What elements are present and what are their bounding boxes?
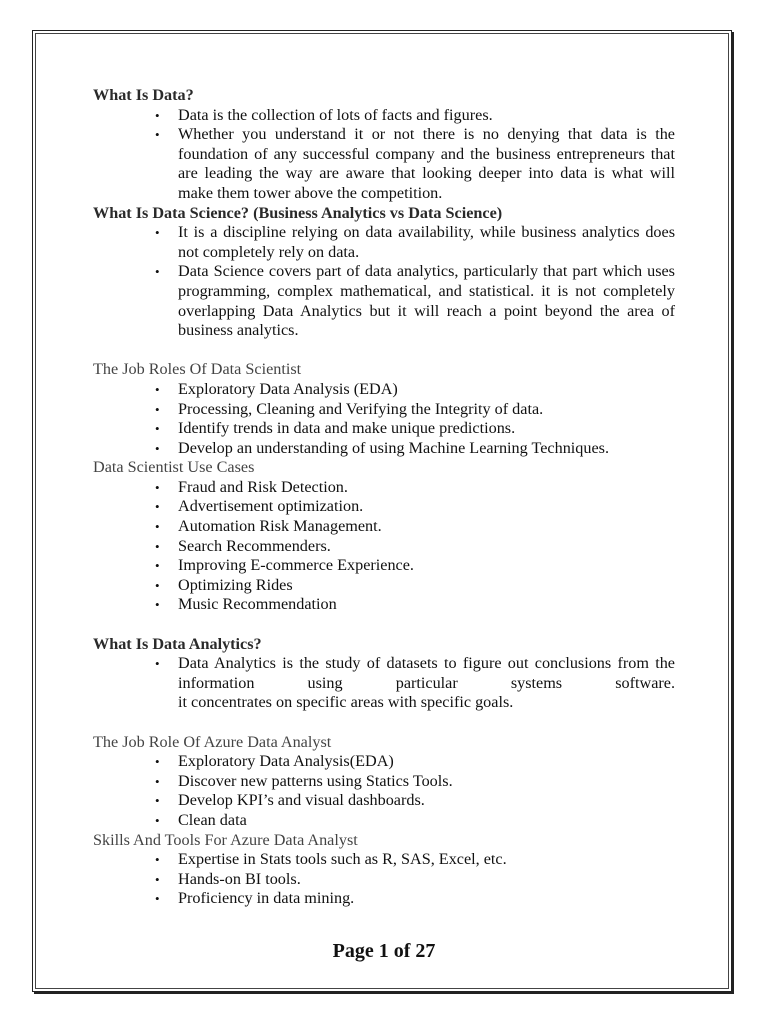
heading-job-role-analyst: The Job Role Of Azure Data Analyst: [93, 732, 332, 751]
list-item: • Fraud and Risk Detection.: [178, 478, 675, 498]
list-item: • Data Science covers part of data analytics, particularly that part which uses programming, complex mathematical, and statistical. it is not completely overlapping Data Analytics but it will reach a point beyond the area of business analytics.: [178, 262, 675, 340]
list-item: • Expertise in Stats tools such as R, SAS, Excel, etc.: [178, 850, 675, 870]
heading-job-roles-scientist: The Job Roles Of Data Scientist: [93, 360, 302, 379]
list-item: • Search Recommenders.: [178, 537, 675, 557]
list-item: • Automation Risk Management.: [178, 517, 675, 537]
list-skills-tools: [93, 850, 675, 909]
list-item: • Proficiency in data mining.: [178, 889, 675, 909]
heading-use-cases: Data Scientist Use Cases: [93, 458, 255, 477]
list-data-analytics: [93, 654, 675, 713]
list-item-continuation: it concentrates on specific areas with specific goals.: [178, 693, 514, 712]
heading-what-is-data-analytics: What Is Data Analytics?: [93, 634, 262, 653]
spacer: [93, 341, 675, 361]
heading-skills-tools: Skills And Tools For Azure Data Analyst: [93, 830, 358, 849]
list-job-roles-scientist: [93, 380, 675, 458]
list-item: [178, 654, 675, 693]
spacer: [93, 713, 675, 733]
list-item: • It is a discipline relying on data availability, while business analytics does not completely rely on data.: [178, 223, 675, 262]
document-body: [93, 86, 675, 909]
list-item: • Improving E-commerce Experience.: [178, 556, 675, 576]
list-what-is-data: [93, 106, 675, 204]
list-job-role-analyst: [93, 752, 675, 830]
list-item: • Exploratory Data Analysis (EDA): [178, 380, 675, 400]
list-data-science: [93, 223, 675, 341]
list-item: • Processing, Cleaning and Verifying the Integrity of data.: [178, 400, 675, 420]
list-item: • Hands-on BI tools.: [178, 870, 675, 890]
page-number: Page 1 of 27: [332, 940, 436, 962]
list-item: • Whether you understand it or not there is no denying that data is the foundation of any successful company and the business entrepreneurs that are leading the way are aware that looking deeper into data is what will make them tower above the competition.: [178, 125, 675, 203]
list-item: • Exploratory Data Analysis(EDA): [178, 752, 675, 772]
list-item: • Identify trends in data and make unique predictions.: [178, 419, 675, 439]
spacer: [93, 615, 675, 635]
list-item: • Music Recommendation: [178, 595, 675, 615]
list-item: • Advertisement optimization.: [178, 497, 675, 517]
list-item: • Develop KPI’s and visual dashboards.: [178, 791, 675, 811]
list-item: • Discover new patterns using Statics Tools.: [178, 772, 675, 792]
heading-what-is-data-science: What Is Data Science? (Business Analytics vs Data Science): [93, 203, 503, 222]
list-item: • Develop an understanding of using Machine Learning Techniques.: [178, 439, 675, 459]
list-item: • Clean data: [178, 811, 675, 831]
heading-what-is-data: What Is Data?: [93, 86, 194, 104]
list-item: • Optimizing Rides: [178, 576, 675, 596]
list-item-text: Data Analytics is the study of datasets to figure out conclusions from the information using particular systems software.: [178, 654, 675, 692]
list-use-cases: [93, 478, 675, 615]
list-item: • Data is the collection of lots of facts and figures.: [178, 106, 675, 126]
